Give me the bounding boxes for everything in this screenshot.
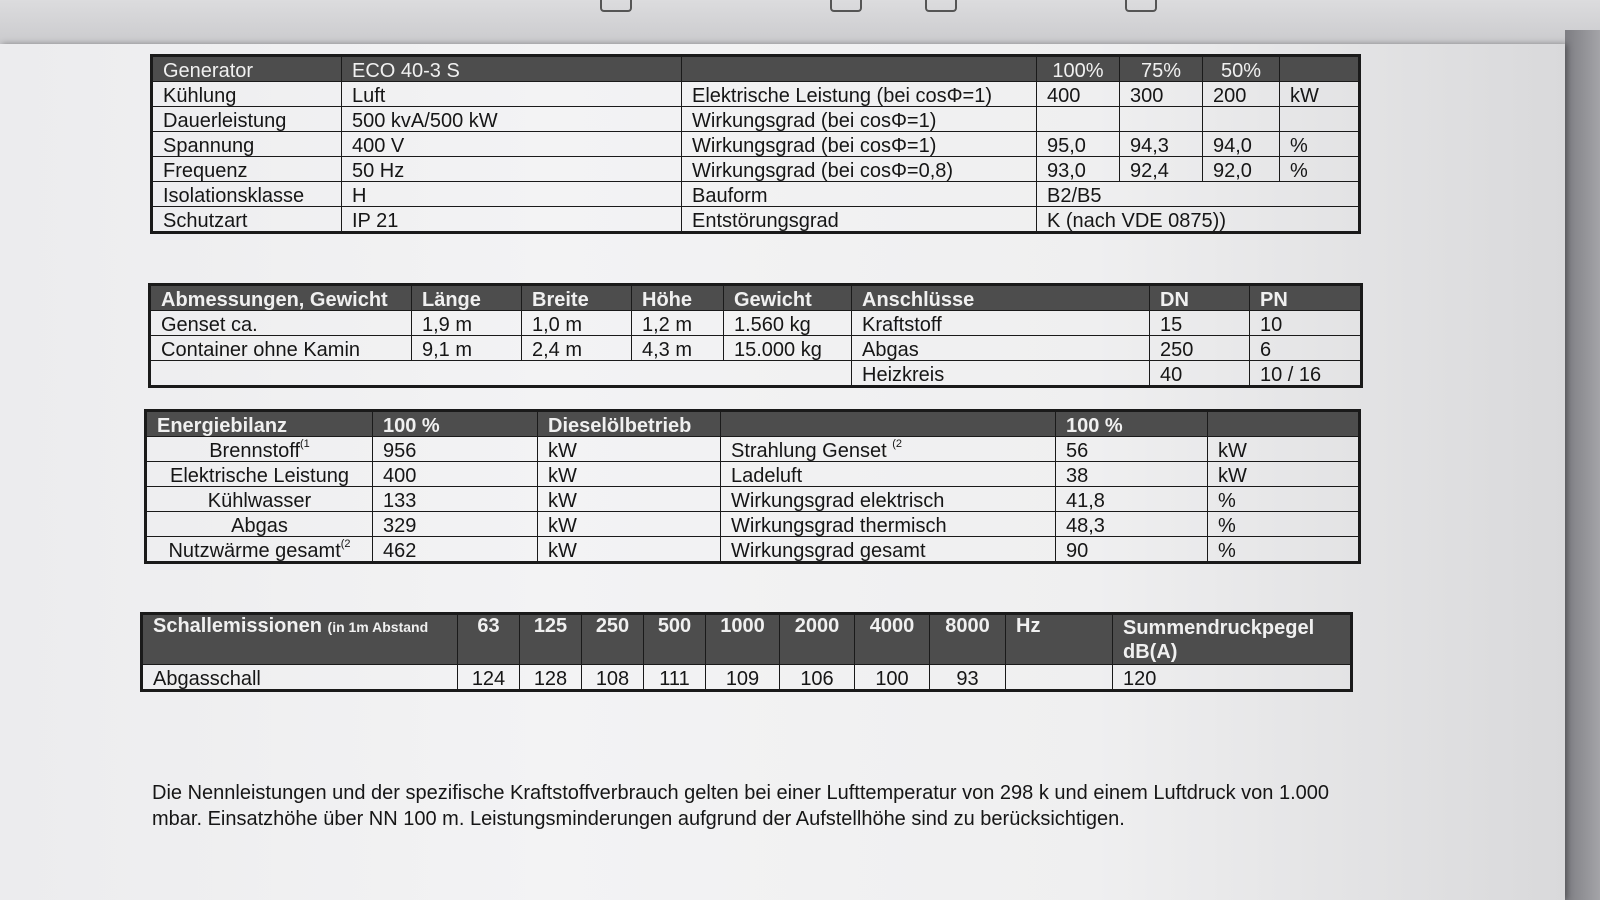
table-row <box>150 311 1362 336</box>
dimensions-table <box>148 283 1363 388</box>
table-header-cell: 100 % <box>1056 411 1208 437</box>
table-cell: Ladeluft <box>721 462 1056 487</box>
table-header-cell: Energiebilanz <box>146 411 373 437</box>
table-cell: Abgas <box>852 336 1150 361</box>
table-cell: 329 <box>373 512 538 537</box>
table-cell: 200 <box>1203 82 1280 107</box>
table-cell: Wirkungsgrad elektrisch <box>721 487 1056 512</box>
table-header-cell: Anschlüsse <box>852 285 1150 311</box>
table-cell: 10 <box>1250 311 1362 336</box>
table-cell: kW <box>538 462 721 487</box>
table-cell: Abgasschall <box>142 665 458 691</box>
table-cell <box>1120 107 1203 132</box>
table-cell: 400 <box>1037 82 1120 107</box>
table-cell: Schutzart <box>152 207 342 233</box>
table-header-cell: DN <box>1150 285 1250 311</box>
table-cell: 250 <box>1150 336 1250 361</box>
table-row <box>146 512 1360 537</box>
table-cell <box>1037 107 1120 132</box>
table-header-cell: Abmessungen, Gewicht <box>150 285 412 311</box>
table-cell: Frequenz <box>152 157 342 182</box>
table-cell <box>1006 665 1113 691</box>
table-cell: 400 V <box>342 132 682 157</box>
table-header-cell: Länge <box>412 285 522 311</box>
table-cell: Genset ca. <box>150 311 412 336</box>
table-cell: Wirkungsgrad gesamt <box>721 537 1056 563</box>
table-cell: Kühlung <box>152 82 342 107</box>
table-header-cell: ECO 40-3 S <box>342 56 682 82</box>
table-header-cell: 100 % <box>373 411 538 437</box>
table-cell: Entstörungsgrad <box>682 207 1037 233</box>
table-cell <box>1203 107 1280 132</box>
table-cell: 4,3 m <box>632 336 724 361</box>
table-cell: 15 <box>1150 311 1250 336</box>
table-cell: 40 <box>1150 361 1250 387</box>
table-row <box>152 56 1360 82</box>
table-row <box>152 82 1360 107</box>
table-row <box>152 207 1360 233</box>
table-cell: 462 <box>373 537 538 563</box>
table-cell: % <box>1208 537 1360 563</box>
table-cell: 1,0 m <box>522 311 632 336</box>
table-cell: Kraftstoff <box>852 311 1150 336</box>
table-cell: 956 <box>373 437 538 462</box>
table-cell: % <box>1208 512 1360 537</box>
toolbar-icon[interactable] <box>925 0 957 12</box>
table-cell: 1.560 kg <box>724 311 852 336</box>
table-cell: Elektrische Leistung (bei cosΦ=1) <box>682 82 1037 107</box>
table-header-cell: 50% <box>1203 56 1280 82</box>
table-cell: Bauform <box>682 182 1037 207</box>
table-header-cell: 500 <box>644 614 706 665</box>
table-cell: 56 <box>1056 437 1208 462</box>
table-cell: Dauerleistung <box>152 107 342 132</box>
table-header-cell: 100% <box>1037 56 1120 82</box>
table-cell: Wirkungsgrad (bei cosΦ=1) <box>682 107 1037 132</box>
table-row <box>142 665 1352 691</box>
table-cell: 50 Hz <box>342 157 682 182</box>
table-cell: Wirkungsgrad (bei cosΦ=0,8) <box>682 157 1037 182</box>
table-header-cell: Breite <box>522 285 632 311</box>
table-cell: Kühlwasser <box>146 487 373 512</box>
table-cell: kW <box>538 512 721 537</box>
table-header-cell <box>682 56 1037 82</box>
table-header-cell <box>1280 56 1360 82</box>
table-cell: Elektrische Leistung <box>146 462 373 487</box>
table-header-cell: 4000 <box>855 614 930 665</box>
table-header-cell: 125 <box>520 614 582 665</box>
table-cell: 38 <box>1056 462 1208 487</box>
table-cell: kW <box>538 437 721 462</box>
table-cell: 95,0 <box>1037 132 1120 157</box>
table-cell: Spannung <box>152 132 342 157</box>
table-cell: 400 <box>373 462 538 487</box>
table-header-cell: Höhe <box>632 285 724 311</box>
table-cell: 109 <box>706 665 780 691</box>
table-header-cell <box>1208 411 1360 437</box>
table-cell: 124 <box>458 665 520 691</box>
table-row <box>142 614 1352 665</box>
table-header-cell: Gewicht <box>724 285 852 311</box>
table-row <box>152 182 1360 207</box>
table-cell: K (nach VDE 0875)) <box>1037 207 1360 233</box>
table-cell: Strahlung Genset $^{(2}$ <box>721 437 1056 462</box>
table-cell: B2/B5 <box>1037 182 1360 207</box>
screen-edge <box>1565 30 1600 900</box>
toolbar-icon[interactable] <box>830 0 862 12</box>
table-cell: % <box>1280 157 1360 182</box>
table-cell-empty <box>150 361 852 387</box>
table-cell: 500 kvA/500 kW <box>342 107 682 132</box>
table-row <box>146 437 1360 462</box>
table-cell: 94,3 <box>1120 132 1203 157</box>
table-cell: 92,0 <box>1203 157 1280 182</box>
table-header-cell: Generator <box>152 56 342 82</box>
table-cell: Wirkungsgrad (bei cosΦ=1) <box>682 132 1037 157</box>
table-cell: % <box>1208 487 1360 512</box>
table-cell: Isolationsklasse <box>152 182 342 207</box>
table-cell: 100 <box>855 665 930 691</box>
table-row <box>152 132 1360 157</box>
table-cell: kW <box>538 537 721 563</box>
table-cell: H <box>342 182 682 207</box>
table-cell: Luft <box>342 82 682 107</box>
table-row <box>150 336 1362 361</box>
table-cell: Abgas <box>146 512 373 537</box>
table-header-cell: 1000 <box>706 614 780 665</box>
table-cell: 90 <box>1056 537 1208 563</box>
viewer-toolbar <box>0 0 1600 49</box>
table-row <box>146 537 1360 563</box>
table-header-cell: 63 <box>458 614 520 665</box>
table-cell: 106 <box>780 665 855 691</box>
toolbar-icon[interactable] <box>1125 0 1157 12</box>
table-header-cell: Schallemissionen (in 1m Abstand <box>142 614 458 665</box>
table-cell: 6 <box>1250 336 1362 361</box>
table-header-cell <box>721 411 1056 437</box>
table-cell: 93 <box>930 665 1006 691</box>
table-header-cell: 2000 <box>780 614 855 665</box>
table-cell: 111 <box>644 665 706 691</box>
footnote-text: Die Nennleistungen und der spezifische Kraftstoffverbrauch gelten bei einer Lufttemperatur von 298 k und einem Luftdruck von 1.000 mbar. Einsatzhöhe über NN 100 m. Leistungsminderungen aufgrund der Aufstellhöhe sind zu berücksichtigen. <box>152 782 1330 830</box>
table-cell: 9,1 m <box>412 336 522 361</box>
table-cell: Heizkreis <box>852 361 1150 387</box>
table-header-cell: PN <box>1250 285 1362 311</box>
table-cell: 1,2 m <box>632 311 724 336</box>
table-header-cell: 250 <box>582 614 644 665</box>
table-cell: 15.000 kg <box>724 336 852 361</box>
table-cell: kW <box>1208 437 1360 462</box>
table-cell: 41,8 <box>1056 487 1208 512</box>
table-cell: 94,0 <box>1203 132 1280 157</box>
table-row <box>152 157 1360 182</box>
table-cell: IP 21 <box>342 207 682 233</box>
table-cell: 92,4 <box>1120 157 1203 182</box>
table-header-cell: 75% <box>1120 56 1203 82</box>
energy-table <box>144 409 1361 564</box>
table-cell: 133 <box>373 487 538 512</box>
table-cell: 48,3 <box>1056 512 1208 537</box>
table-cell: Wirkungsgrad thermisch <box>721 512 1056 537</box>
sound-table <box>140 612 1353 692</box>
table-cell: 108 <box>582 665 644 691</box>
table-cell <box>1280 107 1360 132</box>
table-cell: % <box>1280 132 1360 157</box>
table-cell: 93,0 <box>1037 157 1120 182</box>
table-cell: kW <box>1208 462 1360 487</box>
table-cell: 1,9 m <box>412 311 522 336</box>
table-cell: kW <box>538 487 721 512</box>
table-header-cell: 8000 <box>930 614 1006 665</box>
table-cell: 300 <box>1120 82 1203 107</box>
table-row <box>152 107 1360 132</box>
table-cell: 2,4 m <box>522 336 632 361</box>
table-row <box>146 411 1360 437</box>
table-cell: Brennstoff$^{(1}$ <box>146 437 373 462</box>
table-cell: 120 <box>1113 665 1352 691</box>
table-cell: kW <box>1280 82 1360 107</box>
table-row <box>146 462 1360 487</box>
generator-table <box>150 54 1361 234</box>
table-header-cell: Dieselölbetrieb <box>538 411 721 437</box>
table-cell: 128 <box>520 665 582 691</box>
table-header-cell: Summendruckpegel dB(A) <box>1113 614 1352 665</box>
table-cell: Container ohne Kamin <box>150 336 412 361</box>
table-row <box>146 487 1360 512</box>
table-cell: 10 / 16 <box>1250 361 1362 387</box>
toolbar-icon[interactable] <box>600 0 632 12</box>
table-row <box>150 285 1362 311</box>
table-header-cell: Hz <box>1006 614 1113 665</box>
table-row <box>150 361 1362 387</box>
table-cell: Nutzwärme gesamt$^{(2}$ <box>146 537 373 563</box>
